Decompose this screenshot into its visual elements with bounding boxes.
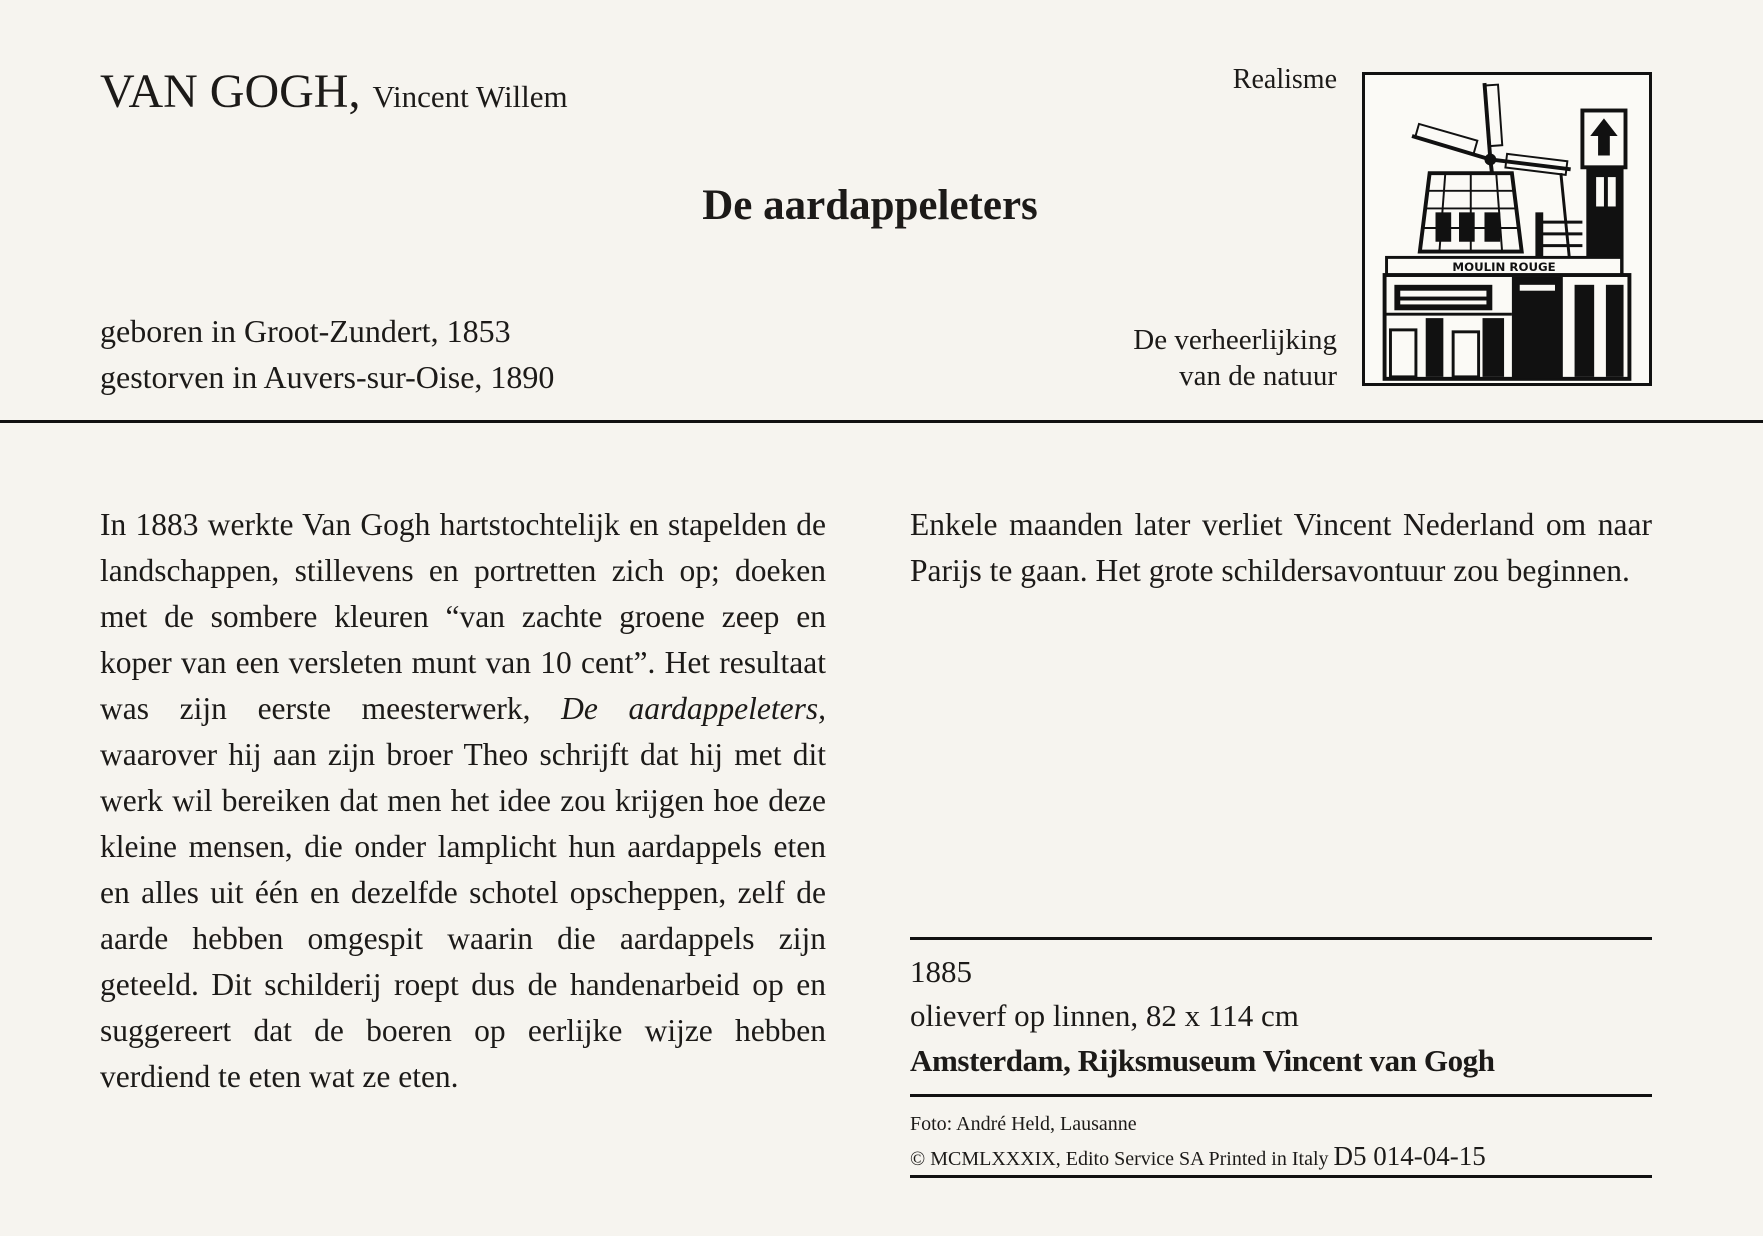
death-line: gestorven in Auvers-sur-Oise, 1890 [100, 359, 555, 395]
body-text-italic-title: De aardappeleters, [561, 691, 826, 726]
body-paragraph-left [100, 502, 826, 1100]
crescent-moon-icon [1453, 89, 1473, 116]
text-column-right [910, 502, 1652, 594]
artist-name [100, 62, 568, 127]
info-divider-middle [910, 1094, 1652, 1097]
moulin-rouge-windmill-icon [1362, 72, 1652, 386]
artist-biography [100, 308, 554, 400]
artist-given-names: Vincent Willem [372, 79, 568, 114]
artwork-location: Amsterdam, Rijksmuseum Vincent van Gogh [910, 1043, 1495, 1078]
sign-text: MOULIN ROUGE [1452, 260, 1556, 275]
text-column-left [100, 502, 826, 1100]
artist-surname: VAN GOGH, [100, 65, 361, 118]
photo-credit: Foto: André Held, Lausanne [910, 1113, 1137, 1135]
body-paragraph-right: Enkele maanden later verliet Vincent Nederland om naar Parijs te gaan. Het grote schildersavontuur zou beginnen. [910, 507, 1652, 588]
info-divider-top [910, 937, 1652, 940]
body-text-part-1: In 1883 werkte Van Gogh hartstochtelijk en stapelden de landschappen, stillevens en portretten zich op; doeken met de sombere kleuren “van zachte groene zeep en koper van een versleten munt van 10 cent”. Het resultaat was zijn eerste meesterwerk, [100, 507, 826, 726]
info-divider-bottom [910, 1175, 1652, 1178]
artwork-info [910, 950, 1652, 1084]
painting-title: De aardappeleters [702, 182, 1038, 229]
artwork-year: 1885 [910, 954, 972, 989]
product-code: D5 014-04-15 [1333, 1141, 1486, 1171]
copyright-text: © MCMLXXXIX, Edito Service SA Printed in Italy [910, 1148, 1329, 1170]
copyright-line [910, 1140, 1652, 1175]
theme-caption [1133, 322, 1337, 394]
artwork-medium: olieverf op linnen, 82 x 114 cm [910, 998, 1299, 1033]
theme-line-2: van de natuur [1179, 360, 1337, 392]
art-movement: Realisme [1232, 64, 1337, 95]
birth-line: geboren in Groot-Zundert, 1853 [100, 313, 511, 349]
section-divider [0, 420, 1763, 423]
credits [910, 1108, 1652, 1175]
body-text-part-2: waarover hij aan zijn broer Theo schrijft dat hij met dit werk wil bereiken dat men het idee zou krijgen hoe deze kleine mensen, die onder lamplicht hun aardappels eten en alles uit één en dezelfde schotel opscheppen, zelf de aarde hebben omgespit waarin die aardappels zijn geteeld. Dit schilderij roept dus de handenarbeid op en suggereert dat de boeren op eerlijke wijze hebben verdiend te eten wat ze eten. [100, 737, 826, 1094]
theme-line-1: De verheerlijking [1133, 324, 1337, 356]
